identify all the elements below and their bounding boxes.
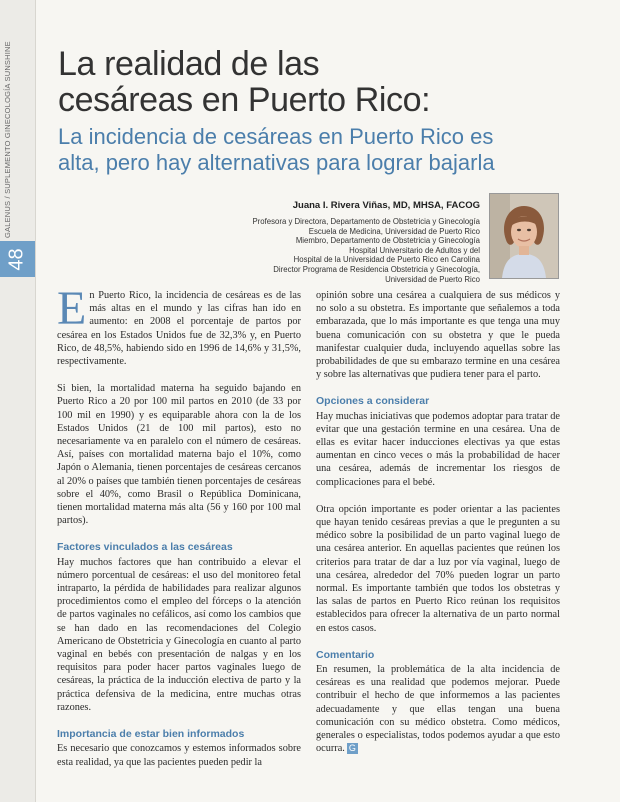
article-column-left xyxy=(57,282,301,783)
title-line-2: cesáreas en Puerto Rico: xyxy=(58,81,431,119)
article-paragraph xyxy=(316,663,560,755)
article-paragraph xyxy=(57,282,301,368)
author-portrait-image xyxy=(490,194,558,278)
affiliation-line: Universidad de Puerto Rico xyxy=(385,274,480,284)
subtitle-line-2: alta, pero hay alternativas para lograr bajarla xyxy=(58,150,495,175)
affiliation-line: Hospital Universitario de Adultos y del xyxy=(349,245,480,255)
drop-cap: E xyxy=(57,282,87,335)
author-photo xyxy=(489,193,559,279)
article-column-right xyxy=(316,289,560,770)
sidebar xyxy=(0,0,36,802)
paragraph-text: En resumen, la problemática de la alta incidencia de cesáreas es una realidad que podemos mejorar. Puede contribuir el hecho de que informemos a las pacientes adecuadamente y que ellas tengan una buena comunicación con su médico obstetra. Como médicos, generales o especialistas, todos podemos ayudar a que esto ocurra. xyxy=(316,664,560,755)
article-paragraph: Otra opción importante es poder orientar a las pacientes que hayan tenido cesáreas previas a que le pregunten a su médico sobre la posibilidad de un parto vaginal luego de una cesárea anterior. En aquellas pacientes que reúnen los criterios para tratar de dar a luz por vía vaginal, luego de una cesárea, alrededor del 70% pueden lograr un parto normal. Es importante también que todos los obstetras y las salas de partos en Puerto Rico reúnan los requisitos establecidos para ofrecer la alternativa de un parto normal en estos casos. xyxy=(316,503,560,634)
article-paragraph: Es necesario que conozcamos y estemos informados sobre esta realidad, ya que las pacientes pueden pedir la xyxy=(57,743,301,768)
page-subtitle xyxy=(58,124,558,176)
title-line-1: La realidad de las xyxy=(58,45,320,83)
section-heading-factores: Factores vinculados a las cesáreas xyxy=(57,541,233,554)
affiliation-line: Director Programa de Residencia Obstetricia y Ginecología, xyxy=(273,264,480,274)
article-paragraph: Hay muchos factores que han contribuido a elevar el número porcentual de cesáreas: el uso del monitoreo fetal intraparto, la pérdida de habilidades para realizar algunos procedimientos como el empleo del fórceps o la atención de partos vaginales no cefálicos, así como los cambios que se han dado en las recomendaciones del Colegio Americano de Obstetricia y Ginecología en cuanto al parto vaginal en bebés con presentación de nalgas y en los requisitos para poder hacer partos vaginales luego de cesáreas, la práctica de la inducción electiva de parto y la práctica defensiva de la medicina, entre muchas otras razones. xyxy=(57,556,301,713)
affiliation-line: Profesora y Directora, Departamento de Obstetricia y Ginecología xyxy=(252,217,480,226)
affiliation-line: Escuela de Medicina, Universidad de Puerto Rico xyxy=(308,226,480,236)
affiliation-line: Miembro, Departamento de Obstetricia y Ginecología xyxy=(295,236,480,246)
page-number: 48 xyxy=(6,247,28,271)
article-paragraph: opinión sobre una cesárea a cualquiera de sus médicos y no solo a su obstetra. Es importante que señalemos a toda embarazada, que lo más importante es que tenga una muy buena comunicación con su obstetra y que le pueda manifestar cualquier duda, incluyendo aquellas sobre las probabilidades de que su embarazo termine en una cesárea y sobre las alternativas que pudiera tener para el parto. xyxy=(316,290,560,381)
author-affiliations xyxy=(252,217,480,284)
section-heading-importancia: Importancia de estar bien informados xyxy=(57,728,245,741)
journal-name: GALENUS / SUPLEMENTO GINECOLOGÍA SUNSHINE xyxy=(3,41,12,238)
end-of-article-icon: G xyxy=(348,743,356,754)
affiliation-line: Hospital de la Universidad de Puerto Rico en Carolina xyxy=(293,255,480,265)
section-heading-comentario: Comentario xyxy=(316,648,375,661)
article-paragraph: Hay muchas iniciativas que podemos adoptar para tratar de evitar que una gestación termine en una cesárea. Una de ellas es evitar hacer inducciones electivas ya que estas aumentan en cinco veces o más la probabilidad de hacer una cesárea, además de incrementar los riesgos de complicaciones para el bebé. xyxy=(316,410,560,488)
section-heading-opciones: Opciones a considerar xyxy=(316,395,430,408)
page-number-badge xyxy=(0,241,35,277)
subtitle-line-1: La incidencia de cesáreas en Puerto Rico es xyxy=(58,124,494,149)
page-title xyxy=(58,46,598,118)
paragraph-text: n Puerto Rico, la incidencia de cesáreas es de las más altas en el mundo y las cifras han ido en aumento: en 2008 el porcentaje de partos por cesárea en los Estados Unidos fue de 32,3% y, en Puerto Rico, de 48,5%, habiendo sido en 1996 de 14,6% y 31,5%, respectivamente. xyxy=(57,290,301,368)
article-paragraph: Si bien, la mortalidad materna ha seguido bajando en Puerto Rico a 20 por 100 mil partos en 2010 (de 33 por 100 mil en 1990) y es equiparable ahora con la de los Estados Unidos (21 de 100 mil partos), esto no necesariamente va en paralelo con el número de cesáreas. Así, países con mortalidad materna bajo el 10%, como Japón o Alemania, tienen porcentajes de cesáreas cercanos al 20% o países que también tienen porcentajes de cesáreas sobre el 40%, como Brasil o República Dominicana, tienen mortalidad materna más alta (56 y 160 por 100 mal partos). xyxy=(57,383,301,527)
author-name: Juana I. Rivera Viñas, MD, MHSA, FACOG xyxy=(292,200,480,211)
